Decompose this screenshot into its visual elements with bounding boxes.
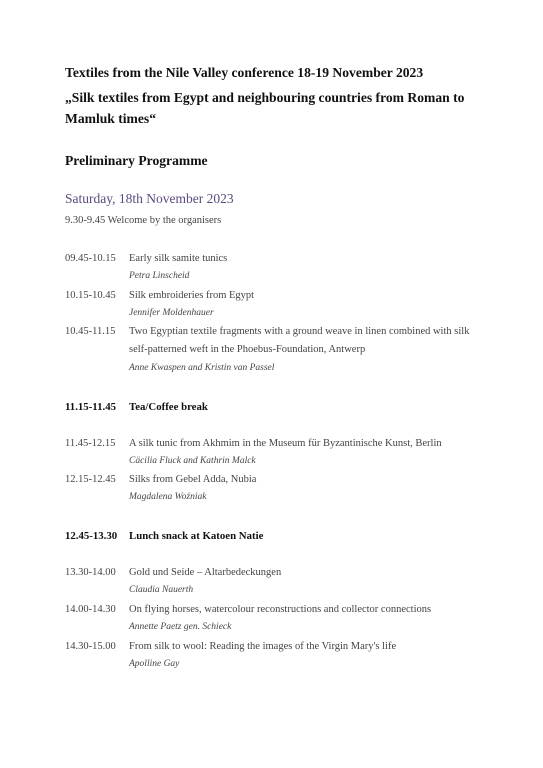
conference-title: Textiles from the Nile Valley conference 18-19 November 2023 [65, 65, 424, 80]
session-title: From silk to wool: Reading the images of the Virgin Mary's life [129, 641, 397, 652]
session-time: 14.30-15.00 [65, 641, 116, 652]
lunch-time: 12.45-13.30 [65, 530, 118, 542]
session-title: Silks from Gebel Adda, Nubia [129, 474, 257, 485]
session-title: Silk embroideries from Egypt [129, 290, 255, 301]
session-speaker: Jennifer Moldenhauer [129, 308, 214, 318]
session-speaker: Claudia Nauerth [129, 585, 194, 595]
session-speaker: Cäcilia Fluck and Kathrin Malck [129, 456, 256, 466]
session-time: 12.15-12.45 [65, 474, 116, 485]
welcome-line: 9.30-9.45 Welcome by the organisers [65, 215, 222, 226]
session-title: Gold und Seide – Altarbedeckungen [129, 567, 282, 578]
session-time: 14.00-14.30 [65, 604, 116, 615]
conference-subtitle-line2: Mamluk times“ [65, 111, 156, 126]
session-time: 13.30-14.00 [65, 567, 116, 578]
session-speaker: Anne Kwaspen and Kristin van Passel [129, 363, 275, 373]
session-time: 10.15-10.45 [65, 290, 116, 301]
session-time: 10.45-11.15 [65, 326, 116, 337]
session-title: Two Egyptian textile fragments with a ground weave in linen combined with silk [129, 326, 470, 337]
session-speaker: Magdalena Woźniak [129, 492, 207, 502]
session-title: Early silk samite tunics [129, 253, 228, 264]
session-speaker: Annette Paetz gen. Schieck [129, 622, 232, 632]
session-speaker: Petra Linscheid [129, 271, 190, 281]
day-heading: Saturday, 18th November 2023 [65, 191, 234, 206]
session-title-continued: self-patterned weft in the Phoebus-Foundation, Antwerp [129, 344, 366, 355]
lunch-title: Lunch snack at Katoen Natie [129, 530, 264, 542]
conference-subtitle-line1: „Silk textiles from Egypt and neighbouring countries from Roman to [65, 90, 465, 105]
programme-heading: Preliminary Programme [65, 153, 208, 168]
session-speaker: Apolline Gay [129, 659, 180, 669]
break-title: Tea/Coffee break [129, 401, 208, 413]
session-title: On flying horses, watercolour reconstructions and collector connections [129, 604, 432, 615]
session-time: 11.45-12.15 [65, 438, 116, 449]
session-title: A silk tunic from Akhmim in the Museum für Byzantinische Kunst, Berlin [129, 438, 442, 449]
session-time: 09.45-10.15 [65, 253, 116, 264]
break-time: 11.15-11.45 [65, 401, 116, 413]
